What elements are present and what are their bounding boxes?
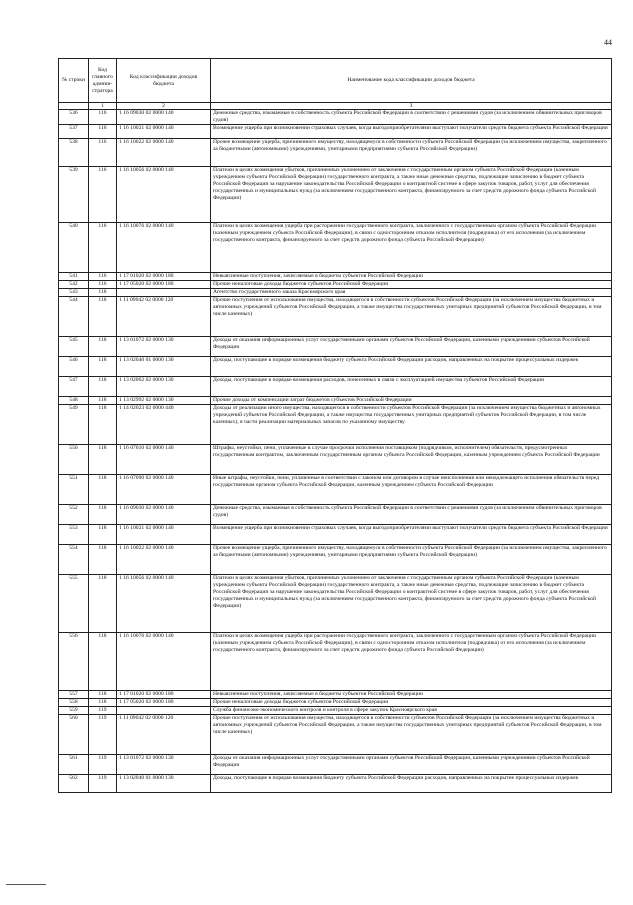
classification-code-cell: 1 16 07010 02 0000 140 [117,445,211,475]
classification-code-cell: 1 16 07090 02 0000 140 [117,475,211,505]
classification-code-cell: 1 17 05020 02 0000 180 [117,699,211,707]
row-number-cell: 538 [59,139,89,167]
admin-code-cell: 118 [89,545,117,575]
code-name-cell: Прочее возмещение ущерба, причиненного имуществу, находящемуся в собственности субъекта Российской Федерации (за исключением имущества, закрепленного за бюджетными (автономными) учреждениями, унитарными предприятиями субъекта Российской Федерации) [211,139,612,167]
classification-code-cell: 1 13 02062 02 0000 130 [117,377,211,397]
row-number-cell: 550 [59,445,89,475]
row-number-cell: 549 [59,405,89,445]
header-code-name: Наименование кода классификации доходов бюджета [211,59,612,103]
row-number-cell: 553 [59,525,89,545]
table-row [59,691,612,699]
row-number-cell: 548 [59,397,89,405]
column-index: 1 [89,103,117,110]
page-number: 44 [604,38,612,47]
table-row [59,633,612,691]
table-row [59,755,612,775]
table-row [59,223,612,273]
header-classification-code: Код классификации доходов бюджета [117,59,211,103]
classification-code-cell: 1 16 10021 02 0000 140 [117,525,211,545]
code-name-cell: Прочие неналоговые доходы бюджетов субъектов Российской Федерации [211,281,612,289]
admin-code-cell: 116 [89,167,117,223]
classification-code-cell: 1 13 02992 02 0000 130 [117,397,211,405]
code-name-cell: Доходы, поступающие в порядке возмещения бюджету субъекта Российской Федерации расходов, направленных на покрытие процессуальных издержек [211,775,612,793]
code-name-cell: Доходы от реализации иного имущества, находящегося в собственности субъектов Российской Федерации (за исключением имущества бюджетных и автономных учреждений субъектов Российской Федерации, а также имущества государственных унитарных предприятий субъектов Российской Федерации, в том числе казенных), в части реализации материальных запасов по указанному имуществу [211,405,612,445]
table-row [59,505,612,525]
table-row [59,289,612,297]
code-name-cell: Прочие неналоговые доходы бюджетов субъектов Российской Федерации [211,699,612,707]
code-name-cell: Платежи в целях возмещения убытков, причиненных уклонением от заключения с государственным органом субъекта Российской Федерации (казенным учреждением субъекта Российской Федерации) государственного контракта, а также иные денежные средства, подлежащие зачислению в бюджет субъекта Российской Федерации за нарушение законодательства Российской Федерации о контрактной системе в сфере закупок товаров, работ, услуг для обеспечения государственных и муниципальных нужд (за исключением государственного контракта, финансируемого за счет средств дорожного фонда субъекта Российской Федерации) [211,167,612,223]
table-row [59,167,612,223]
code-name-cell: Денежные средства, изымаемые в собственность субъекта Российской Федерации в соответствии с решениями судов (за исключением обвинительных приговоров судов) [211,505,612,525]
admin-code-cell: 118 [89,699,117,707]
code-name-cell: Служба финансово-экономического контроля и контроля в сфере закупок Красноярского края [211,707,612,715]
classification-code-cell: 1 13 01072 02 0000 130 [117,337,211,357]
row-number-cell: 542 [59,281,89,289]
admin-code-cell: 118 [89,633,117,691]
classification-code-cell: 1 13 02040 01 0000 130 [117,775,211,793]
classification-code-cell: 1 16 10022 02 0000 140 [117,139,211,167]
admin-code-cell: 116 [89,223,117,273]
classification-code-cell: 1 16 10056 02 0000 140 [117,575,211,633]
classification-code-cell: 1 17 05020 02 0000 180 [117,281,211,289]
table-row [59,273,612,281]
code-name-cell: Невыясненные поступления, зачисляемые в бюджеты субъектов Российской Федерации [211,273,612,281]
table-row [59,297,612,337]
code-name-cell: Агентство государственного заказа Красноярского края [211,289,612,297]
admin-code-cell: 118 [89,289,117,297]
code-name-cell: Доходы, поступающие в порядке возмещения расходов, понесенных в связи с эксплуатацией имущества субъектов Российской Федерации [211,377,612,397]
table-row [59,139,612,167]
code-name-cell: Возмещение ущерба при возникновении страховых случаев, когда выгодоприобретателями выступают получатели средств бюджета субъекта Российской Федерации [211,525,612,545]
admin-code-cell: 119 [89,775,117,793]
row-number-cell: 560 [59,715,89,755]
table-row [59,445,612,475]
table-row [59,357,612,377]
classification-code-cell: 1 16 10021 02 0000 140 [117,125,211,139]
admin-code-cell: 118 [89,337,117,357]
row-number-cell: 539 [59,167,89,223]
admin-code-cell: 116 [89,110,117,125]
code-name-cell: Возмещение ущерба при возникновении страховых случаев, когда выгодоприобретателями выступают получатели средств бюджета субъекта Российской Федерации [211,125,612,139]
code-name-cell: Платежи в целях возмещения ущерба при расторжении государственного контракта, заключенного с государственным органом субъекта Российской Федерации (казенным учреждением субъекта Российской Федерации), в связи с односторонним отказом исполнителя (подрядчика) от его исполнения (за исключением государственного контракта, финансируемого за счет средств дорожного фонда субъекта Российской Федерации) [211,223,612,273]
row-number-cell: 552 [59,505,89,525]
classification-code-cell: 1 16 09030 02 0000 140 [117,110,211,125]
column-index: 3 [211,103,612,110]
admin-code-cell: 118 [89,297,117,337]
table-row [59,707,612,715]
classification-code-cell: 1 13 01072 02 0000 130 [117,755,211,775]
classification-code-cell: 1 16 09030 02 0000 140 [117,505,211,525]
classification-code-cell: 1 16 10056 02 0000 140 [117,167,211,223]
classification-code-cell: 1 13 02040 01 0000 130 [117,357,211,377]
code-name-cell: Прочее возмещение ущерба, причиненного имуществу, находящемуся в собственности субъекта Российской Федерации (за исключением имущества, закрепленного за бюджетными (автономными) учреждениями, унитарными предприятиями субъекта Российской Федерации) [211,545,612,575]
admin-code-cell: 118 [89,405,117,445]
code-name-cell: Доходы, поступающие в порядке возмещения бюджету субъекта Российской Федерации расходов, направленных на покрытие процессуальных издержек [211,357,612,377]
code-name-cell: Платежи в целях возмещения ущерба при расторжении государственного контракта, заключенного с государственным органом субъекта Российской Федерации (казенным учреждением субъекта Российской Федерации), в связи с односторонним отказом исполнителя (подрядчика) от его исполнения (за исключением государственного контракта, финансируемого за счет средств дорожного фонда субъекта Российской Федерации) [211,633,612,691]
table-row [59,545,612,575]
admin-code-cell: 119 [89,755,117,775]
admin-code-cell: 118 [89,445,117,475]
admin-code-cell: 116 [89,281,117,289]
row-number-cell: 561 [59,755,89,775]
column-index: 2 [117,103,211,110]
row-number-cell: 536 [59,110,89,125]
row-number-cell: 559 [59,707,89,715]
table-body [59,110,612,793]
row-number-cell: 551 [59,475,89,505]
admin-code-cell: 116 [89,125,117,139]
admin-code-cell: 116 [89,139,117,167]
code-name-cell: Доходы от оказания информационных услуг государственными органами субъектов Российской Федерации, казенными учреждениями субъектов Российской Федерации [211,755,612,775]
classification-code-cell: 1 16 10022 02 0000 140 [117,545,211,575]
row-number-cell: 544 [59,297,89,337]
row-number-cell: 541 [59,273,89,281]
admin-code-cell: 119 [89,715,117,755]
admin-code-cell: 118 [89,575,117,633]
code-name-cell: Прочие доходы от компенсации затрат бюджетов субъектов Российской Федерации [211,397,612,405]
code-name-cell: Денежные средства, изымаемые в собственность субъекта Российской Федерации в соответствии с решениями судов (за исключением обвинительных приговоров судов) [211,110,612,125]
code-name-cell: Иные штрафы, неустойки, пени, уплаченные в соответствии с законом или договором в случае неисполнения или ненадлежащего исполнения обязательств перед государственным органом субъекта Российской Федерации, казенным учреждением субъекта Российской Федерации [211,475,612,505]
table-row [59,405,612,445]
table-row [59,575,612,633]
column-index [59,103,89,110]
table-row [59,775,612,793]
row-number-cell: 562 [59,775,89,793]
table-row [59,525,612,545]
table-row [59,337,612,357]
row-number-cell: 554 [59,545,89,575]
table-row [59,699,612,707]
admin-code-cell: 118 [89,397,117,405]
row-number-cell: 556 [59,633,89,691]
table-row [59,281,612,289]
row-number-cell: 540 [59,223,89,273]
header-row-number: № строки [59,59,89,103]
code-name-cell: Штрафы, неустойки, пени, уплаченные в случае просрочки исполнения поставщиком (подрядчиком, исполнителем) обязательств, предусмотренных государственным контрактом, заключенным государственным органом субъекта Российской Федерации, казенным учреждением субъекта Российской Федерации [211,445,612,475]
row-number-cell: 555 [59,575,89,633]
scan-edge-line [6,884,46,885]
classification-code-cell: 1 11 09042 02 0000 120 [117,297,211,337]
admin-code-cell: 118 [89,357,117,377]
admin-code-cell: 118 [89,377,117,397]
classification-code-cell: 1 16 10076 02 0000 140 [117,633,211,691]
table-row [59,377,612,397]
row-number-cell: 537 [59,125,89,139]
table-row [59,110,612,125]
table-row [59,397,612,405]
classification-code-cell [117,289,211,297]
admin-code-cell: 118 [89,505,117,525]
table-row [59,125,612,139]
classification-code-cell: 1 17 01020 02 0000 180 [117,273,211,281]
row-number-cell: 558 [59,699,89,707]
code-name-cell: Невыясненные поступления, зачисляемые в бюджеты субъектов Российской Федерации [211,691,612,699]
column-index-row [59,103,612,110]
row-number-cell: 543 [59,289,89,297]
code-name-cell: Доходы от оказания информационных услуг государственными органами субъектов Российской Федерации, казенными учреждениями субъектов Российской Федерации [211,337,612,357]
header-admin-code: Код главного админи-стратора [89,59,117,103]
classification-code-cell: 1 11 09042 02 0000 120 [117,715,211,755]
code-name-cell: Платежи в целях возмещения убытков, причиненных уклонением от заключения с государственным органом субъекта Российской Федерации (казенным учреждением субъекта Российской Федерации) государственного контракта, а также иные денежные средства, подлежащие зачислению в бюджет субъекта Российской Федерации за нарушение законодательства Российской Федерации о контрактной системе в сфере закупок товаров, работ, услуг для обеспечения государственных и муниципальных нужд (за исключением государственного контракта, финансируемого за счет средств дорожного фонда субъекта Российской Федерации) [211,575,612,633]
classification-code-cell: 1 17 01020 02 0000 180 [117,691,211,699]
admin-code-cell: 118 [89,525,117,545]
admin-code-cell: 119 [89,707,117,715]
table-row [59,475,612,505]
admin-code-cell: 118 [89,691,117,699]
admin-code-cell: 116 [89,273,117,281]
classification-code-cell: 1 14 02023 02 0000 440 [117,405,211,445]
revenue-classification-table [58,58,612,793]
row-number-cell: 557 [59,691,89,699]
code-name-cell: Прочие поступления от использования имущества, находящегося в собственности субъектов Российской Федерации (за исключением имущества бюджетных и автономных учреждений субъектов Российской Федерации, а также имущества государственных унитарных предприятий субъектов Российской Федерации, в том числе казенных) [211,715,612,755]
admin-code-cell: 118 [89,475,117,505]
row-number-cell: 546 [59,357,89,377]
row-number-cell: 545 [59,337,89,357]
row-number-cell: 547 [59,377,89,397]
table-row [59,715,612,755]
code-name-cell: Прочие поступления от использования имущества, находящегося в собственности субъектов Российской Федерации (за исключением имущества бюджетных и автономных учреждений субъектов Российской Федерации, а также имущества государственных унитарных предприятий субъектов Российской Федерации, в том числе казенных) [211,297,612,337]
classification-code-cell: 1 16 10076 02 0000 140 [117,223,211,273]
classification-code-cell [117,707,211,715]
